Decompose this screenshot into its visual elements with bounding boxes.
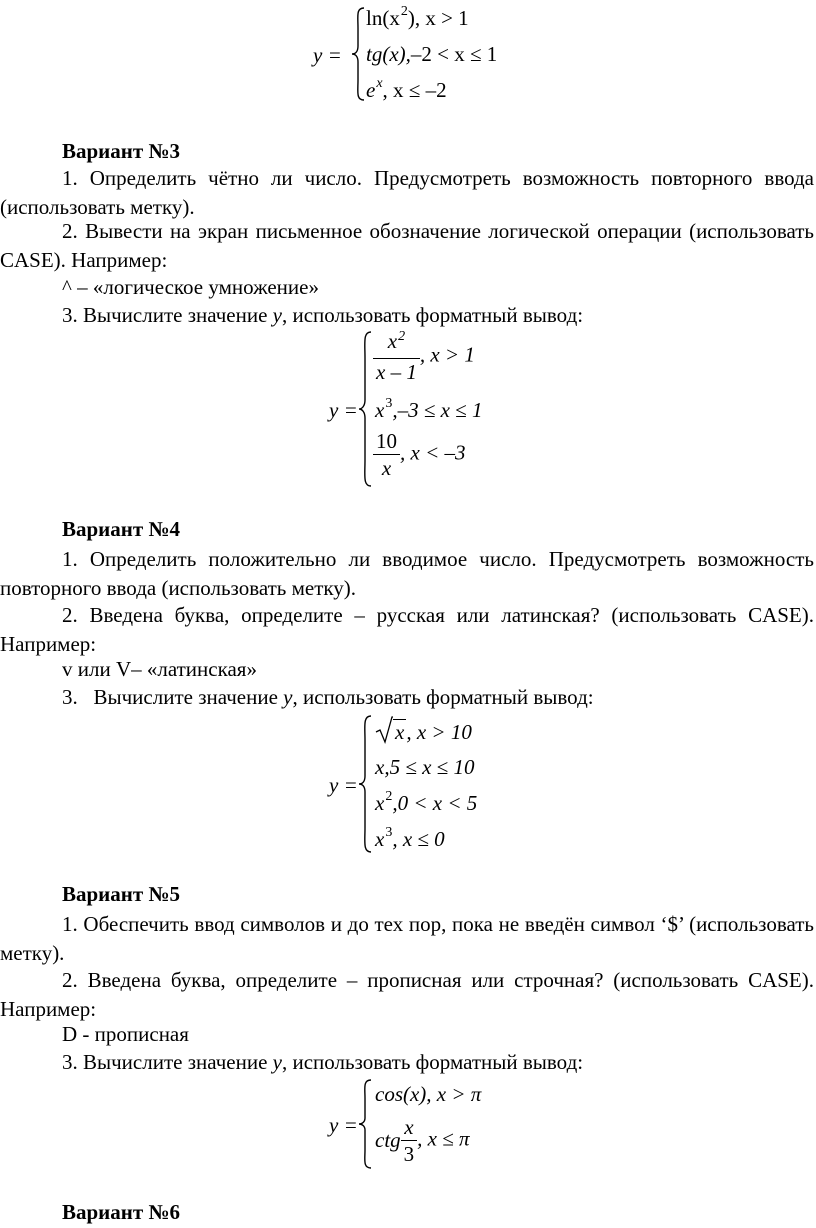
formula-variant-4	[0, 710, 816, 860]
formula-case: cos(x), x > π	[375, 1082, 482, 1106]
variant-6-title: Вариант №6	[62, 1200, 181, 1224]
variant-3-task-2: 2. Вывести на экран письменное обозначение логической операции (использовать CASE). Например:	[0, 219, 814, 272]
formula-case: $x^3$, x ≤ 0	[375, 825, 445, 851]
variant-4-task-2: 2. Введена буква, определите – русская или латинская? (использовать CASE). Например:	[0, 603, 814, 656]
brace-icon	[357, 1078, 373, 1170]
formula-case: $\frac{x^2}{x - 1}$ , x > 1	[373, 328, 475, 385]
variant-5-title: Вариант №5	[62, 882, 181, 906]
formula-case: $e^x$, x ≤ –2	[366, 76, 447, 102]
variant-5-task-1: 1. Обеспечить ввод символов и до тех пор, пока не введён символ ‘$’ (использовать метку).	[0, 912, 814, 965]
variant-5-example: D - прописная	[62, 1022, 189, 1046]
brace-icon	[357, 714, 373, 854]
variant-3-example: ^ – «логическое умножение»	[62, 275, 319, 299]
formula-lhs: y =	[329, 398, 358, 422]
variant-4-task-1: 1. Определить положительно ли вводимое число. Предусмотреть возможность повторного ввода (использовать метку).	[0, 547, 814, 600]
brace-icon	[357, 330, 373, 488]
variant-5-task-3: 3. Вычислите значение y, использовать форматный вывод:	[62, 1050, 584, 1074]
variant-4-title: Вариант №4	[62, 517, 181, 541]
formula-top	[0, 0, 816, 110]
formula-case: tg(x),–2 < x ≤ 1	[366, 42, 498, 66]
variant-4-example: v или V– «латинская»	[62, 657, 257, 681]
formula-case: $\frac{10}{x}$ , x < –3	[373, 428, 466, 481]
formula-variant-5	[0, 1076, 816, 1176]
variant-3-task-1: 1. Определить чётно ли число. Предусмотреть возможность повторного ввода (использовать метку).	[0, 166, 814, 219]
variant-5-task-2: 2. Введена буква, определите – прописная или строчная? (использовать CASE). Например:	[0, 968, 814, 1021]
formula-lhs: y =	[313, 43, 342, 67]
sqrt-icon: x	[375, 718, 406, 747]
variant-3-task-3: 3. Вычислите значение y, использовать форматный вывод:	[62, 303, 584, 327]
formula-lhs: y =	[329, 1113, 358, 1137]
variant-4-task-3: 3. Вычислите значение y, использовать форматный вывод:	[62, 685, 594, 709]
formula-case: $x^3,-3 \le x \le 1$	[375, 396, 483, 422]
formula-case: $x^2,0 < x < 5$	[375, 789, 478, 815]
formula-variant-3	[0, 326, 816, 496]
formula-lhs: y =	[329, 773, 358, 797]
variant-3-title: Вариант №3	[62, 139, 181, 163]
brace-icon	[350, 6, 366, 102]
formula-case: x,5 ≤ x ≤ 10	[375, 755, 475, 779]
formula-case: x, x > 10	[375, 718, 472, 747]
formula-case: $\ln(x^2)$, x > 1	[366, 4, 469, 30]
formula-case: ctg $\frac{x}{3}$ , x ≤ π	[375, 1115, 470, 1166]
